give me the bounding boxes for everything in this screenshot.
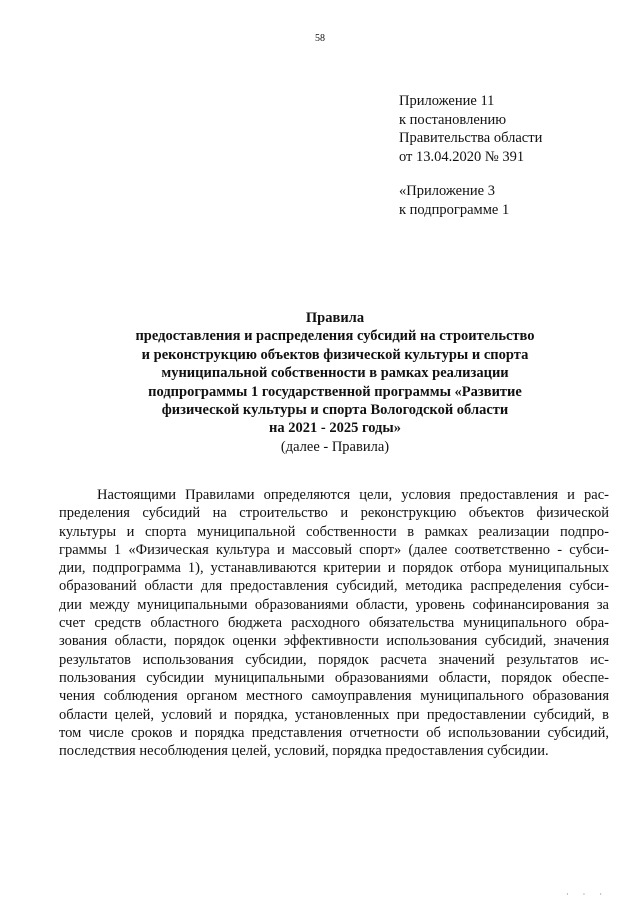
appendix-line: к постановлению [399,111,507,128]
title-note: (далее - Правила) [280,438,390,455]
body-line: пределения субсидий на строительство и реконструкцию объектов физической [59,505,609,522]
body-line: дии, подпрограмма 1), устанавливаются критерии и порядок отбора муниципальных [59,560,609,577]
appendix-line: Правительства области [399,130,543,147]
body-line: области целей, условий и порядка, установленных при предоставлении субсидий, в [59,706,609,723]
title-line: муниципальной собственности в рамках реализации [161,365,509,382]
body-line: зования области, порядок оценки эффективности использования субсидий, значения [59,633,609,650]
title-line: подпрограммы 1 государственной программы «Развитие [148,383,522,400]
body-paragraph [59,486,609,760]
body-line: культуры и спорта муниципальной собственности в рамках реализации подпро- [59,523,609,540]
sub-appendix-line: «Приложение 3 [399,183,495,199]
sub-appendix-header [399,182,619,219]
body-line: том числе сроков и порядка представления отчетности об использовании субсидий, [59,724,609,741]
scan-artifact-marks: · · · [566,890,608,899]
title-line: физической культуры и спорта Вологодской области [161,402,509,419]
body-line: дии между муниципальными образованиями области, уровень софинансирования за [59,596,609,613]
body-line: счет средств областного бюджета расходного обязательства муниципального обра- [59,615,609,632]
body-line: граммы 1 «Физическая культура и массовый спорт» (далее соответственно - субси- [59,541,609,558]
title-line: на 2021 - 2025 годы» [269,420,401,437]
title-line: предоставления и распределения субсидий на строительство [135,328,535,345]
body-line: пользования субсидии муниципальными образованиями области, порядок обеспе- [59,669,609,686]
body-line: последствия несоблюдения целей, условий, порядка предоставления субсидии. [59,743,549,760]
page-number: 58 [315,33,325,44]
title-heading: Правила [305,310,365,326]
document-title [100,309,570,456]
body-line: Настоящими Правилами определяются цели, условия предоставления и рас- [97,487,609,503]
body-line: чения соблюдения органом местного самоуправления муниципального образования [59,688,609,705]
appendix-line: от 13.04.2020 № 391 [399,148,525,165]
appendix-line: Приложение 11 [399,93,495,109]
body-line: результатов использования субсидии, порядок расчета значений результатов ис- [59,651,609,668]
appendix-header [399,92,619,166]
sub-appendix-line: к подпрограмме 1 [399,201,510,218]
title-line: и реконструкцию объектов физической культуры и спорта [141,346,529,363]
body-line: образований области для предоставления субсидий, методика распределения субси- [59,578,609,595]
